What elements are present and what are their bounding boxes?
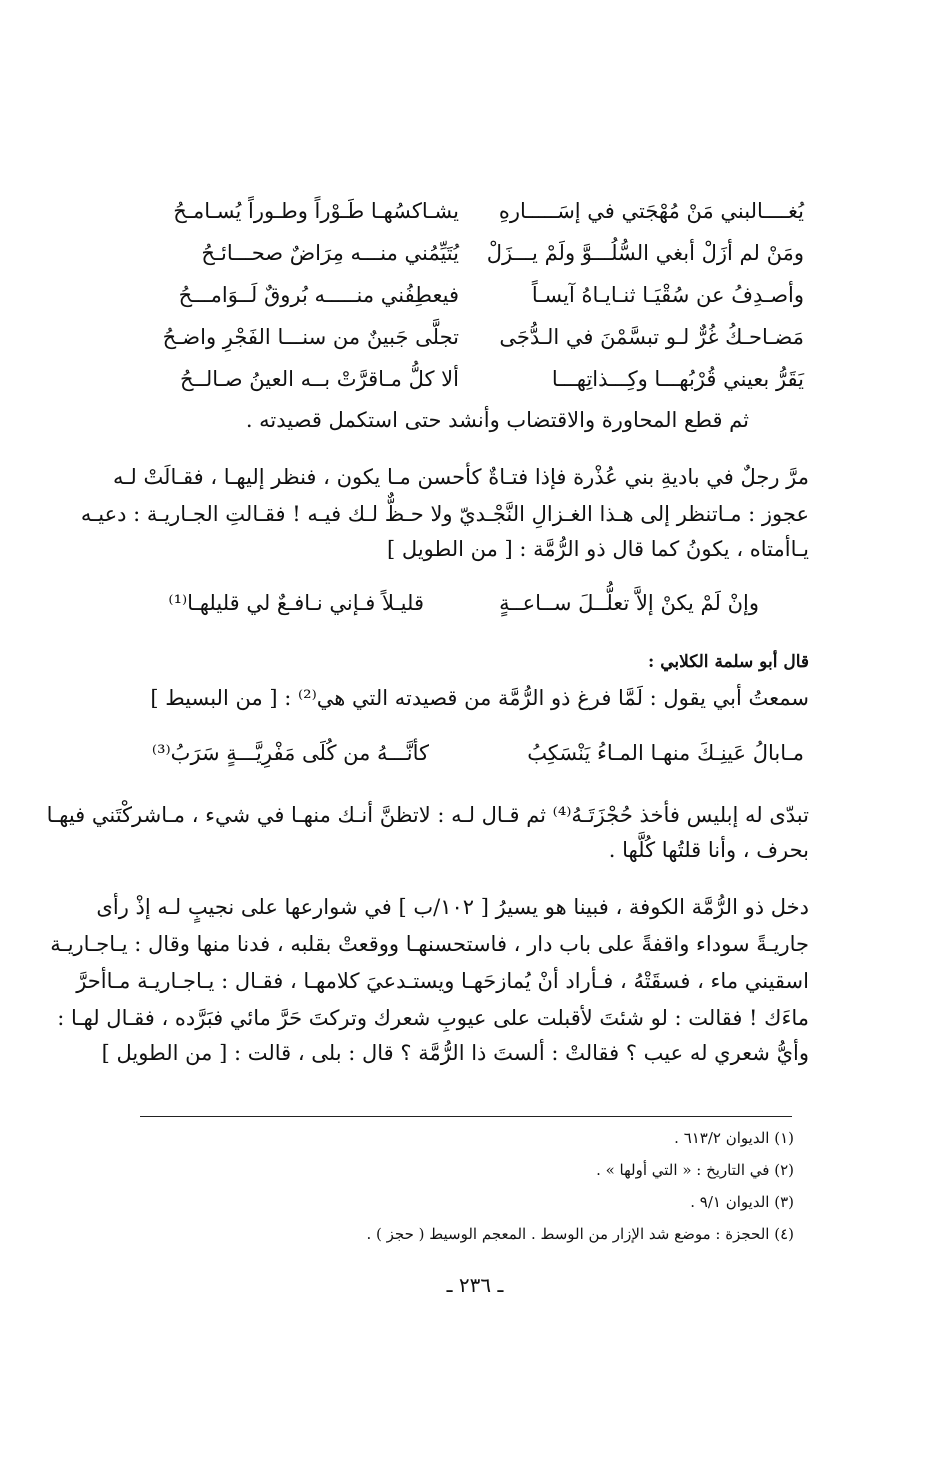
verse-second-hemistich: ألا كلُّ مـاقرَّتْ بــه العينُ صـالــحُ [179,367,459,391]
paragraph-line: سمعتُ أبي يقول : لَمَّا فرغ ذو الرُّمَّة من قصيدته التي هي⁽²⁾ : [ من البسيط ] [150,686,809,710]
verse-first-hemistich: يُغــــالبني مَنْ مُهْجَتي في إسَـــــارهِ [498,199,804,223]
verse-first-hemistich: مـابالُ عَينِـكَ منهـا المـاءُ يَنْسَكِبُ [527,741,804,765]
verse-line [134,190,804,232]
footnote: (٤) الحجزة : موضع شد الإزار من الوسط . المعجم الوسيط ( حجز ) . [366,1225,794,1243]
verse-line [134,232,804,274]
poem-block [134,190,804,400]
verse-second-hemistich: فيعطِفُني منـــــه بُروقٌ لَــوَامـــحُ [178,283,459,307]
verse-second-hemistich: يُتَيِّمُني منـــه مِرَاضٌ صحـــائـحُ [201,241,459,265]
verse-first-hemistich: يَقَرُّ بعيني قُرْبُهـــا وكِـــذاتِهـــا [551,367,804,391]
paragraph-line: اسقيني ماء ، فسقَتْهُ ، فـأراد أنْ يُمازحَهـا ويستـدعيَ كلامهـا ، فقـال : يـاجـاريـة مـاأحرَّ [76,969,809,993]
paragraph-line: ثم قطع المحاورة والاقتضاب وأنشد حتى استكمل قصيدته . [245,408,749,432]
paragraph-line: يـاأمتاه ، يكونُ كما قال ذو الرُّمَّة : [ من الطويل ] [387,537,809,561]
verse-second-hemistich: كأنَّـــهُ من كُلَى مَفْرِيَّـــةٍ سَرَبُ⁽³⁾ [151,741,429,765]
verse-first-hemistich: وأصـدِفُ عن سُقْيَـا ثنـايـاهُ آيسـاً [531,283,804,307]
verse-first-hemistich: ومَنْ لم أزَلْ أبغي السُّلُـــوَّ ولَمْ يـــزَلْ [486,241,804,265]
paragraph-line: بحرف ، وأنا قلتُها كُلَّها . [608,838,809,862]
footnote-separator [140,1116,792,1117]
verse-line [134,274,804,316]
page-number: ـ ٢٣٦ ـ [446,1273,504,1297]
footnote: (٢) في التاريخ : « التي أولها » . [596,1161,794,1179]
verse-first-hemistich: وإنْ لَمْ يكنْ إلاَّ تعلُّــلَ ســاعــةٍ [499,591,759,615]
paragraph-line: عجوز : مـاتنظر إلى هـذا الغـزالِ النَّجْـديّ ولا حـظٌّ لـك فيـه ! فقـالتِ الجـاريـة : دعيـه [80,502,809,526]
verse-line [134,316,804,358]
paragraph-line: تبدّى له إبليس فأخذ حُجْزَتَـهُ⁽⁴⁾ ثم قـال لـه : لاتظنَّ أنـك منهـا في شيء ، مـاشركْتَني فيهـا [46,803,809,827]
verse-line [134,358,804,400]
paragraph-line: دخل ذو الرُّمَّة الكوفة ، فبينا هو يسيرُ [ ١٠٢/ب ] في شوارعها على نجيبٍ لـه إذْ رأى [96,895,809,919]
paragraph-line: وأيُّ شعري له عيب ؟ فقالتْ : ألستَ ذا الرُّمَّة ؟ قال : بلى ، قالت : [ من الطويل ] [101,1041,809,1065]
paragraph-line: جاريـةً سوداء واقفةً على باب دار ، فاستحسنهـا ووقعتْ بقلبه ، فدنا منها وقال : يـاجـاريـة [50,932,809,956]
verse-second-hemistich: قليـلاً فـإني نـافـعٌ لي قليلهـا⁽¹⁾ [168,591,424,615]
verse-first-hemistich: مَضـاحـكُ غُرٌّ لـو تبسَّمْنَ في الـدُّجَى [499,325,804,349]
verse-second-hemistich: تجلَّى جَبينٌ من سنـــا الفَجْرِ واضـحُ [162,325,459,349]
footnote: (٣) الديوان ٩/١ . [690,1193,794,1211]
verse-second-hemistich: يشـاكسُهـا طَـوْراً وطـوراً يُسـامـحُ [173,199,459,223]
paragraph-line: ماءَك ! فقالت : لو شئتَ لأقبلت على عيوبِ شعرك وتركتَ حَرَّ مائي فبَرَّده ، فقـال لهـا : [57,1006,809,1030]
paragraph-line: مرَّ رجلٌ في باديةِ بني عُذْرة فإذا فتـاةٌ كأحسن مـا يكون ، فنظر إليهـا ، فقـالَتْ لـه [112,465,809,489]
section-heading: قال أبو سلمة الكلابي : [648,652,809,672]
footnote: (١) الديوان ٦١٣/٢ . [674,1129,794,1147]
